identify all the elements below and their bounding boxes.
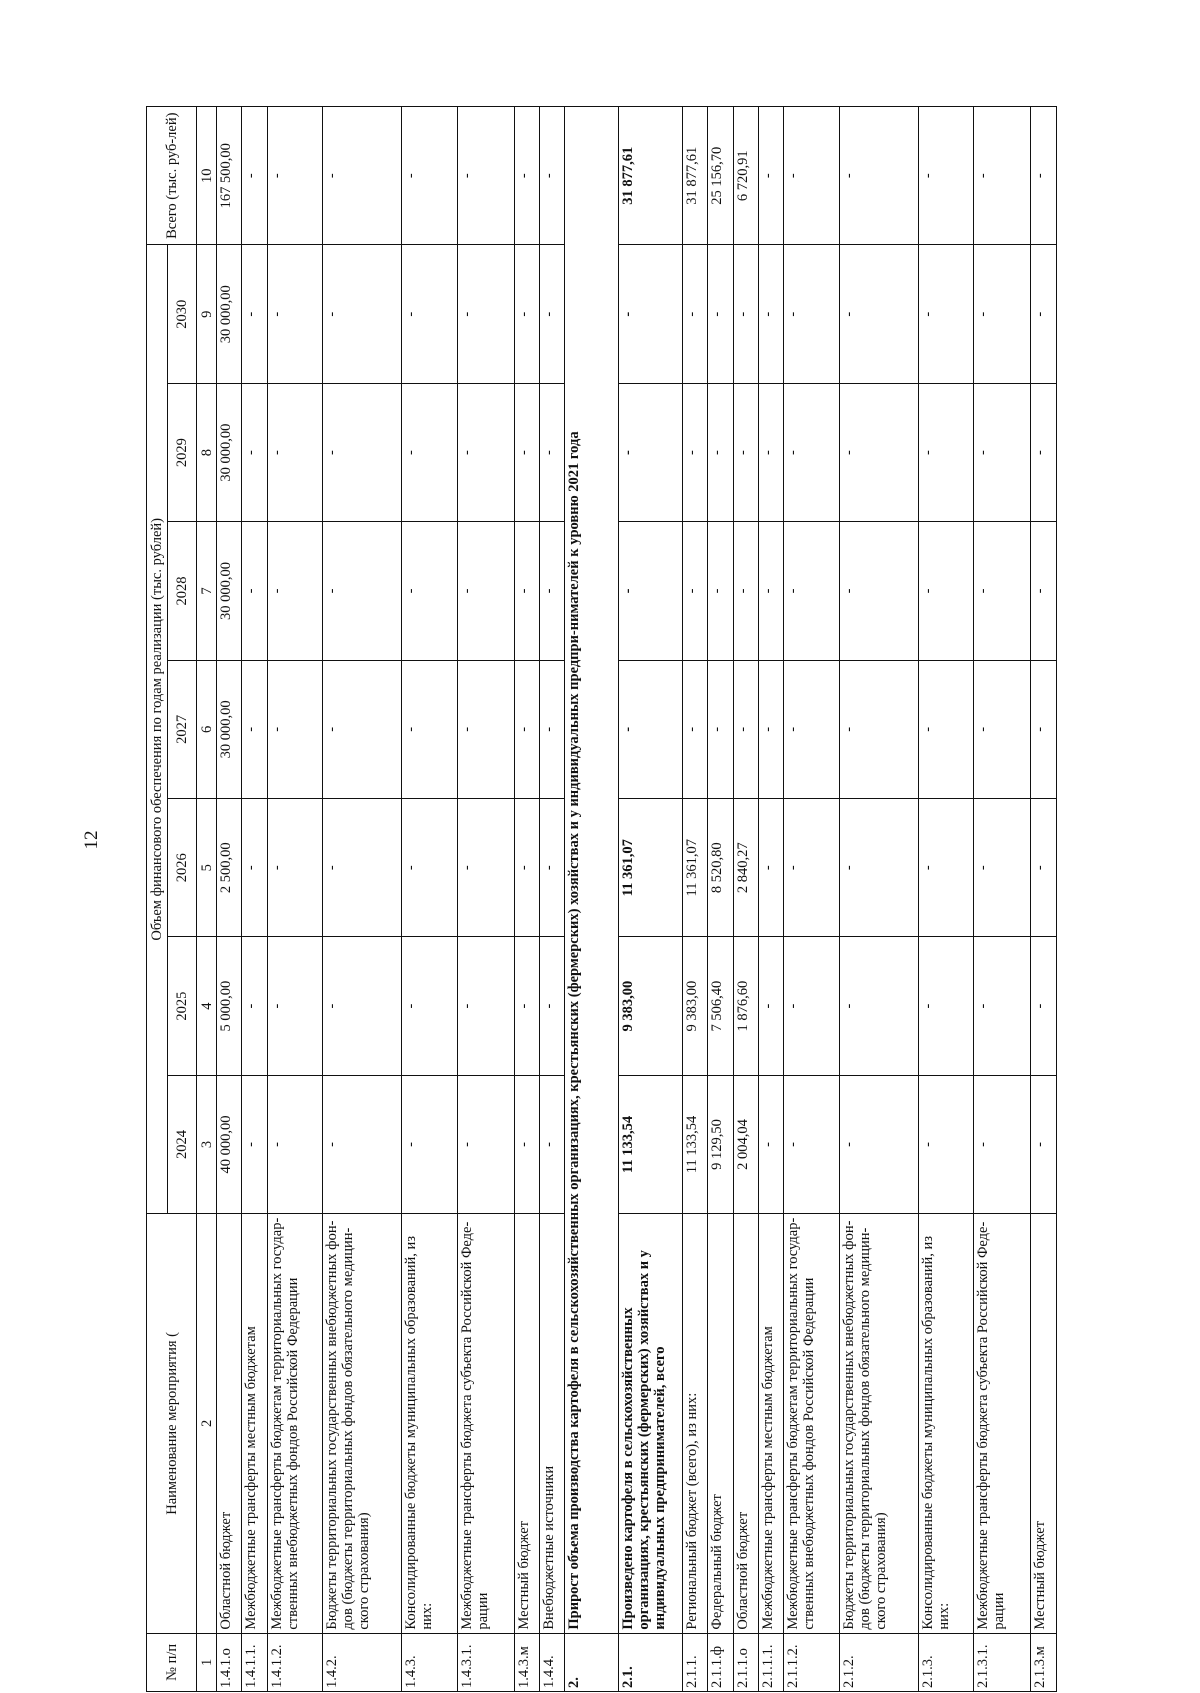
value-cell: - [323, 1075, 402, 1213]
row-number: 2.1.2. [840, 1633, 919, 1691]
row-name: Межбюджетные трансферты бюджетам территориальных государ-ственных внебюджетных фондов Российской Федерации [267, 1214, 323, 1633]
value-cell: - [683, 383, 708, 521]
value-cell: - [708, 660, 733, 798]
table-row [683, 107, 708, 1692]
value-cell: - [974, 522, 1031, 660]
value-cell: - [242, 937, 267, 1075]
value-cell: - [918, 1075, 974, 1213]
row-number: 2.1.1. [683, 1633, 708, 1691]
value-cell: - [974, 383, 1031, 521]
row-number: 1.4.2. [323, 1633, 402, 1691]
value-cell: - [759, 660, 784, 798]
row-name: Межбюджетные трансферты бюджетам территориальных государ-ственных внебюджетных фондов Российской Федерации [784, 1214, 840, 1633]
value-cell: - [323, 799, 402, 937]
value-cell: - [267, 1075, 323, 1213]
section-row [565, 107, 618, 1692]
header-index: 7 [197, 522, 217, 660]
value-cell: - [242, 522, 267, 660]
value-cell: - [242, 799, 267, 937]
header-index: 5 [197, 799, 217, 937]
value-cell: - [708, 383, 733, 521]
value-cell: - [457, 1075, 514, 1213]
row-name: Межбюджетные трансферты бюджета субъекта Российской Феде-рации [457, 1214, 514, 1633]
value-cell: - [974, 660, 1031, 798]
value-cell: - [618, 522, 683, 660]
value-cell: - [401, 1075, 457, 1213]
row-number: 2.1.1.1. [759, 1633, 784, 1691]
value-cell: 30 000,00 [217, 522, 242, 660]
value-cell: - [401, 937, 457, 1075]
header-index: 2 [197, 1214, 217, 1633]
value-cell: - [514, 937, 539, 1075]
value-cell: - [457, 799, 514, 937]
header-year: 2030 [168, 245, 197, 383]
value-cell: - [540, 522, 565, 660]
value-cell: - [457, 383, 514, 521]
value-cell: - [323, 937, 402, 1075]
value-cell: 2 840,27 [733, 799, 758, 937]
value-cell: 31 877,61 [618, 107, 683, 245]
table-row [323, 107, 402, 1692]
row-number: 1.4.1.1. [242, 1633, 267, 1691]
value-cell: - [840, 799, 919, 937]
value-cell: - [401, 107, 457, 245]
value-cell: - [840, 937, 919, 1075]
table-row [708, 107, 733, 1692]
table-row [1031, 107, 1057, 1692]
value-cell: - [918, 245, 974, 383]
value-cell: 11 133,54 [683, 1075, 708, 1213]
value-cell: - [457, 522, 514, 660]
value-cell: 11 361,07 [618, 799, 683, 937]
value-cell: - [759, 1075, 784, 1213]
value-cell: - [683, 660, 708, 798]
value-cell: - [784, 383, 840, 521]
value-cell: - [323, 107, 402, 245]
header-num: № п/п [147, 1633, 197, 1691]
value-cell: - [784, 937, 840, 1075]
value-cell: - [323, 660, 402, 798]
header-index: 8 [197, 383, 217, 521]
value-cell: - [267, 660, 323, 798]
row-number: 2.1.3.1. [974, 1633, 1031, 1691]
value-cell: - [457, 660, 514, 798]
value-cell: - [267, 522, 323, 660]
row-name: Местный бюджет [514, 1214, 539, 1633]
value-cell: - [242, 1075, 267, 1213]
value-cell: - [759, 245, 784, 383]
value-cell: - [540, 660, 565, 798]
value-cell: - [267, 799, 323, 937]
value-cell: - [784, 522, 840, 660]
value-cell: - [242, 660, 267, 798]
value-cell: - [1031, 245, 1057, 383]
value-cell: - [540, 245, 565, 383]
value-cell: 2 004,04 [733, 1075, 758, 1213]
value-cell: 6 720,91 [733, 107, 758, 245]
page-number: 12 [81, 830, 102, 850]
row-number: 1.4.3. [401, 1633, 457, 1691]
value-cell: - [514, 660, 539, 798]
value-cell: - [918, 522, 974, 660]
value-cell: - [733, 383, 758, 521]
table-row [784, 107, 840, 1692]
header-index: 1 [197, 1633, 217, 1691]
row-name: Межбюджетные трансферты местным бюджетам [759, 1214, 784, 1633]
value-cell: - [1031, 383, 1057, 521]
value-cell: - [242, 383, 267, 521]
value-cell: - [514, 107, 539, 245]
header-year: 2024 [168, 1075, 197, 1213]
value-cell: - [242, 245, 267, 383]
value-cell: - [708, 522, 733, 660]
value-cell: - [840, 522, 919, 660]
row-name: Консолидированные бюджеты муниципальных образований, из них: [401, 1214, 457, 1633]
table-row [918, 107, 974, 1692]
value-cell: 31 877,61 [683, 107, 708, 245]
header-index: 4 [197, 937, 217, 1075]
value-cell: 40 000,00 [217, 1075, 242, 1213]
table-row [618, 107, 683, 1692]
row-number: 1.4.4. [540, 1633, 565, 1691]
value-cell: 8 520,80 [708, 799, 733, 937]
value-cell: - [1031, 107, 1057, 245]
value-cell: 5 000,00 [217, 937, 242, 1075]
rotated-table-sheet [146, 106, 1057, 1692]
value-cell: - [840, 660, 919, 798]
financing-table [146, 106, 1057, 1692]
row-name: Консолидированные бюджеты муниципальных образований, из них: [918, 1214, 974, 1633]
value-cell: - [242, 107, 267, 245]
value-cell: - [840, 1075, 919, 1213]
section-number: 2. [565, 1633, 618, 1691]
row-name: Произведено картофеля в сельскохозяйственных организациях, крестьянских (фермерских) хозяйствах и у индивидуальных предпринимателей, всего [618, 1214, 683, 1633]
row-name: Областной бюджет [733, 1214, 758, 1633]
table-row [733, 107, 758, 1692]
value-cell: 1 876,60 [733, 937, 758, 1075]
header-index: 10 [197, 107, 217, 245]
value-cell: 30 000,00 [217, 245, 242, 383]
row-name: Региональный бюджет (всего), из них: [683, 1214, 708, 1633]
row-name: Внебюджетные источники [540, 1214, 565, 1633]
value-cell: 9 129,50 [708, 1075, 733, 1213]
header-index: 6 [197, 660, 217, 798]
header-year: 2027 [168, 660, 197, 798]
value-cell: - [918, 107, 974, 245]
value-cell: - [514, 245, 539, 383]
value-cell: - [267, 245, 323, 383]
value-cell: - [457, 107, 514, 245]
value-cell: - [540, 107, 565, 245]
value-cell: - [401, 245, 457, 383]
value-cell: - [267, 383, 323, 521]
value-cell: - [514, 799, 539, 937]
value-cell: - [683, 522, 708, 660]
row-name: Федеральный бюджет [708, 1214, 733, 1633]
row-name: Межбюджетные трансферты местным бюджетам [242, 1214, 267, 1633]
value-cell: - [618, 245, 683, 383]
value-cell: - [323, 383, 402, 521]
value-cell: 167 500,00 [217, 107, 242, 245]
header-name: Наименование мероприятия ( [147, 1214, 197, 1633]
value-cell: - [840, 245, 919, 383]
value-cell: - [974, 107, 1031, 245]
header-year: 2025 [168, 937, 197, 1075]
value-cell: - [323, 522, 402, 660]
value-cell: - [401, 660, 457, 798]
table-row [217, 107, 242, 1692]
row-number: 1.4.3.м [514, 1633, 539, 1691]
value-cell: - [918, 383, 974, 521]
value-cell: - [974, 245, 1031, 383]
row-number: 2.1.3. [918, 1633, 974, 1691]
row-number: 2.1. [618, 1633, 683, 1691]
value-cell: 2 500,00 [217, 799, 242, 937]
value-cell: - [784, 107, 840, 245]
value-cell: - [540, 937, 565, 1075]
value-cell: - [840, 107, 919, 245]
value-cell: - [784, 799, 840, 937]
value-cell: - [784, 245, 840, 383]
value-cell: - [323, 245, 402, 383]
table-row [840, 107, 919, 1692]
table-row [242, 107, 267, 1692]
value-cell: - [401, 799, 457, 937]
value-cell: - [683, 245, 708, 383]
table-row [457, 107, 514, 1692]
table-row [514, 107, 539, 1692]
value-cell: - [1031, 522, 1057, 660]
value-cell: - [267, 937, 323, 1075]
value-cell: - [401, 383, 457, 521]
value-cell: - [974, 937, 1031, 1075]
value-cell: 30 000,00 [217, 383, 242, 521]
header-year: 2026 [168, 799, 197, 937]
row-number: 1.4.3.1. [457, 1633, 514, 1691]
header-group: Объем финансового обеспечения по годам реализации (тыс. рублей) [147, 245, 168, 1214]
value-cell: - [974, 1075, 1031, 1213]
value-cell: - [1031, 1075, 1057, 1213]
value-cell: - [1031, 799, 1057, 937]
value-cell: - [457, 937, 514, 1075]
row-name: Бюджеты территориальных государственных внебюджетных фон-дов (бюджеты территориальных фондов обязательного медицин-ского страхования) [840, 1214, 919, 1633]
table-row [267, 107, 323, 1692]
value-cell: - [759, 937, 784, 1075]
value-cell: 11 361,07 [683, 799, 708, 937]
value-cell: - [759, 383, 784, 521]
header-year: 2029 [168, 383, 197, 521]
row-name: Межбюджетные трансферты бюджета субъекта Российской Феде-рации [974, 1214, 1031, 1633]
value-cell: - [514, 1075, 539, 1213]
row-name: Местный бюджет [1031, 1214, 1057, 1633]
value-cell: 25 156,70 [708, 107, 733, 245]
value-cell: - [759, 522, 784, 660]
value-cell: - [733, 660, 758, 798]
value-cell: - [918, 799, 974, 937]
row-number: 1.4.1.2. [267, 1633, 323, 1691]
table-row [401, 107, 457, 1692]
value-cell: - [759, 799, 784, 937]
value-cell: 9 383,00 [683, 937, 708, 1075]
value-cell: - [1031, 660, 1057, 798]
header-total: Всего (тыс. руб-лей) [147, 107, 197, 245]
value-cell: - [267, 107, 323, 245]
value-cell: - [708, 245, 733, 383]
table-row [540, 107, 565, 1692]
value-cell: - [974, 799, 1031, 937]
row-name: Бюджеты территориальных государственных внебюджетных фон-дов (бюджеты территориальных фондов обязательного медицин-ского страхования) [323, 1214, 402, 1633]
row-number: 2.1.3.м [1031, 1633, 1057, 1691]
header-index: 3 [197, 1075, 217, 1213]
section-title: Прирост объема производства картофеля в сельскохозяйственных организациях, крестьянских (фермерских) хозяйствах и у индивидуальных предпри-нимателей к уровню 2021 года [565, 107, 618, 1634]
value-cell: - [1031, 937, 1057, 1075]
value-cell: - [733, 522, 758, 660]
value-cell: - [514, 522, 539, 660]
table-row [974, 107, 1031, 1692]
value-cell: 9 383,00 [618, 937, 683, 1075]
row-number: 2.1.1.о [733, 1633, 758, 1691]
row-number: 1.4.1.о [217, 1633, 242, 1691]
value-cell: - [918, 937, 974, 1075]
value-cell: - [759, 107, 784, 245]
value-cell: - [457, 245, 514, 383]
value-cell: - [784, 1075, 840, 1213]
row-number: 2.1.1.2. [784, 1633, 840, 1691]
value-cell: - [733, 245, 758, 383]
value-cell: - [618, 383, 683, 521]
header-index: 9 [197, 245, 217, 383]
value-cell: - [918, 660, 974, 798]
value-cell: 11 133,54 [618, 1075, 683, 1213]
value-cell: 30 000,00 [217, 660, 242, 798]
value-cell: - [540, 383, 565, 521]
value-cell: - [784, 660, 840, 798]
value-cell: - [401, 522, 457, 660]
value-cell: - [840, 383, 919, 521]
value-cell: - [514, 383, 539, 521]
value-cell: - [618, 660, 683, 798]
value-cell: - [540, 799, 565, 937]
header-year: 2028 [168, 522, 197, 660]
table-row [759, 107, 784, 1692]
value-cell: 7 506,40 [708, 937, 733, 1075]
row-number: 2.1.1.ф [708, 1633, 733, 1691]
row-name: Областной бюджет [217, 1214, 242, 1633]
value-cell: - [540, 1075, 565, 1213]
